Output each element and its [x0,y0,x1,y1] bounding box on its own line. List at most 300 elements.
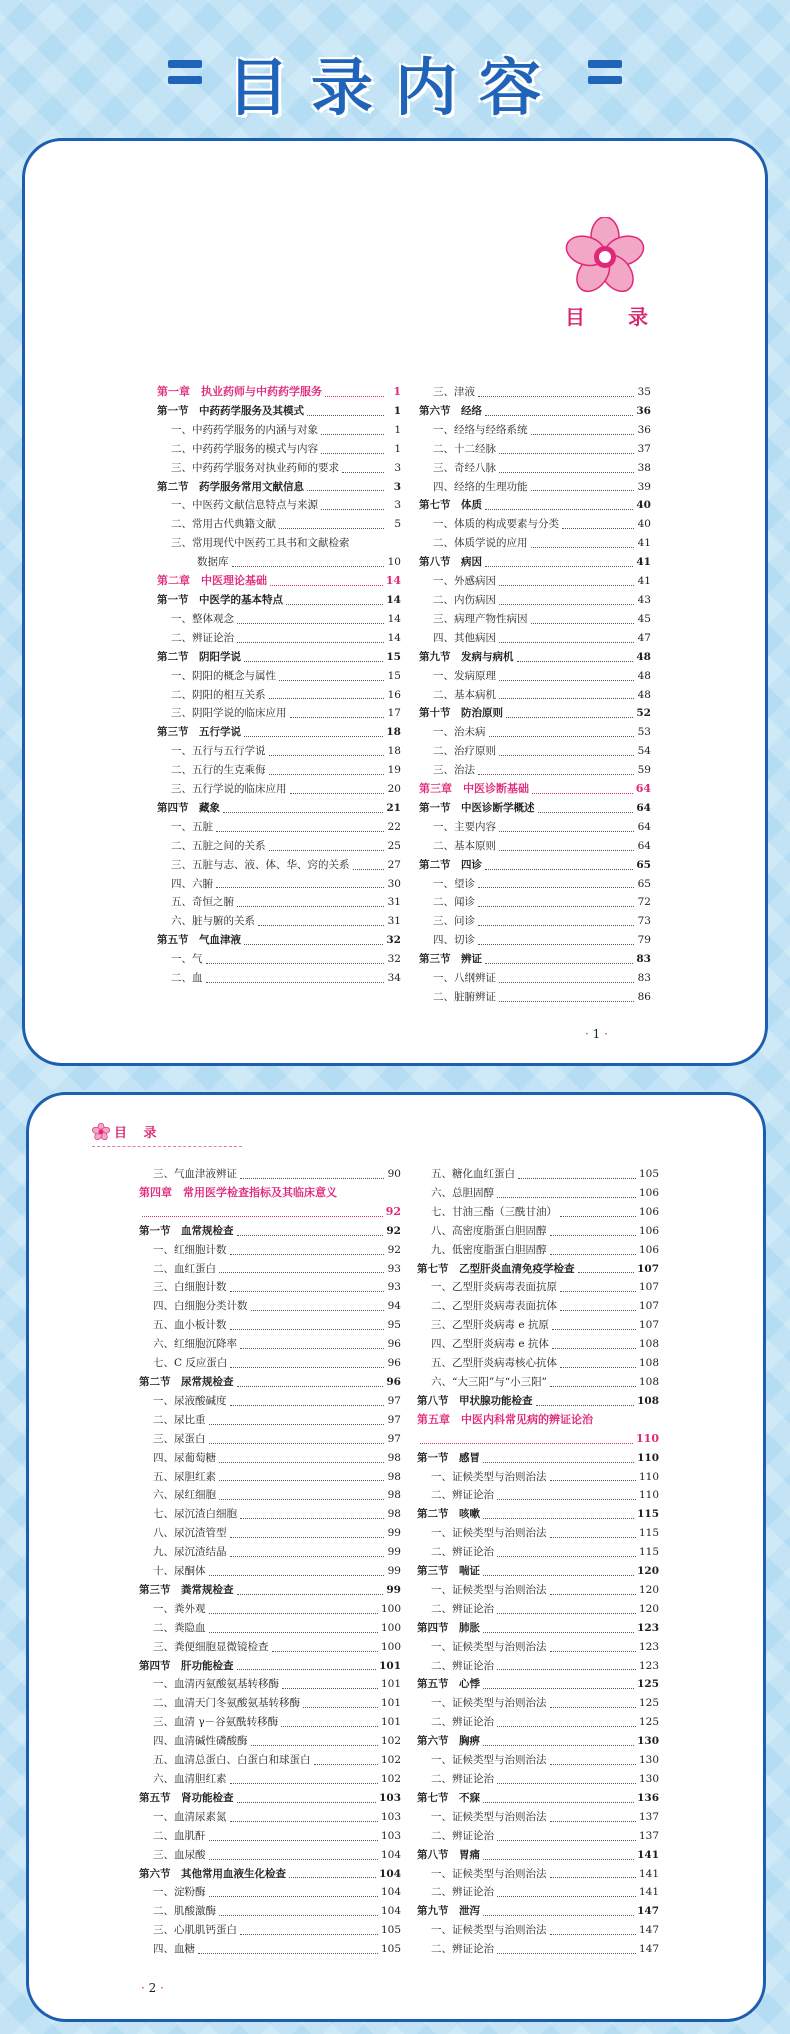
leader-dots [485,566,633,567]
toc-entry-title: 第十节 防治原则 [419,707,503,720]
toc-page-number: 3 [394,461,401,474]
toc-page-number: 92 [386,1224,401,1237]
section-entry [417,1449,659,1468]
leader-dots [560,1310,636,1311]
leader-dots [483,1518,634,1519]
leader-dots [518,1178,636,1179]
toc-entry-title: 二、内伤病因 [433,593,496,606]
toc-entry [417,1373,659,1392]
toc-entry [157,459,401,478]
leader-dots [209,1443,385,1444]
leader-dots [230,1254,385,1255]
toc-page-number: 41 [636,556,651,569]
toc-page-number: 96 [387,1338,401,1351]
toc-entry-title: 一、血清丙氨酸氨基转移酶 [153,1678,279,1691]
toc-entry-title: 第九节 发病与病机 [419,650,514,663]
toc-entry-title: 第一章 执业药师与中药药学服务 [157,385,322,398]
toc-page-number: 1 [394,442,401,455]
leader-dots [483,1745,634,1746]
toc-entry [417,1827,659,1846]
toc-page-number: 120 [637,1565,659,1578]
toc-entry [417,1335,659,1354]
toc-page-number: 110 [636,1431,659,1445]
toc-page-number: 10 [387,556,401,569]
toc-page-number: 125 [638,1697,659,1710]
section-entry [417,1789,659,1808]
toc-entry-title: 五、尿胆红素 [153,1470,216,1483]
toc-page-number: 99 [387,1546,401,1559]
leader-dots [237,1235,384,1236]
toc-page-number: 30 [387,877,401,890]
toc-entry [417,1581,659,1600]
toc-entry [417,1543,659,1562]
toc-entry [419,515,651,534]
toc-entry-title: 一、证候类型与治则治法 [431,1924,547,1937]
toc-page-number: 101 [380,1716,401,1729]
header-banner [0,0,790,132]
leader-dots [219,1462,384,1463]
leader-dots [321,453,384,454]
leader-dots [230,1783,378,1784]
leader-dots [499,831,634,832]
leader-dots [240,1934,378,1935]
toc-entry-title: 第九节 泄泻 [417,1905,480,1918]
toc-entry [417,1468,659,1487]
toc-page-number: 93 [387,1262,401,1275]
toc-entry-title: 一、乙型肝炎病毒表面抗原 [431,1281,557,1294]
toc-entry-title: 二、体质学说的应用 [433,537,528,550]
toc-page-number: 35 [637,386,651,398]
section-entry [419,402,651,421]
toc-entry-title: 一、阴阳的概念与属性 [171,669,276,682]
page-title: 目录内容 [226,51,563,124]
toc-page-number: 105 [380,1943,401,1956]
toc-entry [417,1241,659,1260]
leader-dots [552,1348,636,1349]
chapter-entry [157,383,401,402]
toc-entry-title: 九、低密度脂蛋白胆固醇 [431,1243,547,1256]
leader-dots [578,1272,635,1273]
leader-dots [230,1367,384,1368]
toc-entry-title: 二、辨证论治 [431,1943,494,1956]
toc-entry-title: 三、粪便细胞显微镜检查 [153,1640,269,1653]
leader-dots [497,1783,636,1784]
leader-dots [353,869,385,870]
toc-entry-title: 二、基本病机 [433,688,496,701]
toc-entry [139,1335,401,1354]
toc-entry-title: 二、辨证论治 [431,1886,494,1899]
section-entry [419,799,651,818]
toc-page-number: 21 [386,801,401,814]
leader-dots [230,1537,385,1538]
chapter-entry [157,572,401,591]
toc-entry [419,761,651,780]
toc-entry [419,629,651,648]
leader-dots [282,1688,378,1689]
toc-page-number: 64 [637,820,651,833]
toc-entry [157,837,401,856]
toc-entry-title: 第六节 胸痹 [417,1735,480,1748]
leader-dots [230,1821,378,1822]
toc-entry-title: 二、辨证论治 [431,1546,494,1559]
leader-dots [478,925,634,926]
toc-entry-title: 二、辨证论治 [431,1716,494,1729]
leader-dots [560,1216,636,1217]
page-number: · 1 · [585,1027,608,1041]
leader-dots [342,472,384,473]
toc-entry-title: 一、中药药学服务的内涵与对象 [171,423,318,436]
leader-dots [497,1197,636,1198]
toc-entry-title: 三、病理产物性病因 [433,612,528,625]
leader-dots [499,698,634,699]
leader-dots [269,774,385,775]
toc-entry-title: 二、治疗原则 [433,745,496,758]
running-header [92,1122,163,1141]
toc-entry [417,1657,659,1676]
toc-entry [157,856,401,875]
toc-page-number: 120 [638,1583,659,1596]
leader-dots [240,1518,384,1519]
section-entry [157,478,401,497]
toc-page-number: 64 [636,801,651,814]
toc-entry [139,1260,401,1279]
section-entry [157,931,401,950]
toc-page-number: 18 [387,745,401,758]
leader-dots [232,566,385,567]
toc-page-number: 104 [380,1886,401,1899]
leader-dots [499,850,634,851]
toc-entry-title: 第六节 其他常用血液生化检查 [139,1867,286,1880]
toc-entry-title: 一、中医药文献信息特点与来源 [171,499,318,512]
toc-page-number: 102 [380,1754,401,1767]
toc-entry-title: 二、血清天门冬氨酸氨基转移酶 [153,1697,300,1710]
toc-entry [139,1808,401,1827]
section-entry [139,1222,401,1241]
toc-page-number: 90 [387,1168,401,1180]
leader-dots [219,1499,384,1500]
toc-entry [139,1165,401,1184]
leader-dots [531,623,635,624]
toc-page-number: 86 [637,991,651,1003]
leader-dots [237,906,384,907]
leader-dots [223,812,383,813]
leader-dots [251,1310,385,1311]
toc-entry-title: 第一节 中医学的基本特点 [157,593,283,606]
toc-right-column [417,1165,659,1959]
toc-entry-title: 六、血清胆红素 [153,1773,227,1785]
section-entry [419,553,651,572]
leader-dots [550,1877,636,1878]
section-entry [139,1373,401,1392]
toc-page-number: 108 [638,1357,659,1370]
toc-entry-title: 二、基本原则 [433,839,496,852]
toc-entry-title: 三、尿蛋白 [153,1432,206,1445]
leader-dots [550,1480,636,1481]
toc-page-number: 108 [638,1338,659,1351]
leader-dots [531,490,635,491]
leader-dots [562,528,634,529]
leader-dots [483,1632,634,1633]
toc-page-number: 100 [380,1621,401,1634]
toc-entry [139,1316,401,1335]
toc-entry-continued [157,553,401,572]
toc-page-number: 106 [638,1186,659,1199]
leader-dots [478,774,634,775]
section-entry [139,1657,401,1676]
toc-entry [419,969,651,988]
toc-entry-title: 第三节 辨证 [419,953,482,966]
toc-page-number: 99 [387,1565,401,1578]
toc-page-number: 40 [637,518,651,531]
toc-entry [139,1883,401,1902]
toc-page-number: 5 [394,518,401,531]
toc-entry [139,1921,401,1940]
toc-page-number: 72 [637,896,651,909]
toc-entry-title: 一、证候类型与治则治法 [431,1640,547,1653]
section-entry [419,648,651,667]
toc-entry [157,610,401,629]
toc-entry [139,1694,401,1713]
leader-dots [499,604,634,605]
toc-entry-title: 三、治法 [433,764,475,777]
section-entry [417,1562,659,1581]
toc-page-number: 104 [380,1848,401,1861]
toc-page-number: 37 [637,442,651,455]
toc-page-number: 41 [637,537,651,550]
leader-dots [560,1291,636,1292]
toc-entry [157,875,401,894]
toc-page-number: 99 [387,1527,401,1540]
leader-dots [499,642,634,643]
toc-entry-title: 四、尿葡萄糖 [153,1451,216,1464]
toc-page-number: 15 [387,669,401,682]
toc-page-number: 102 [380,1773,401,1785]
toc-page-number: 1 [394,423,401,436]
leader-dots [550,1764,636,1765]
toc-entry-title: 二、血肌酐 [153,1829,206,1842]
section-entry [417,1505,659,1524]
toc-entry-title: 二、乙型肝炎病毒表面抗体 [431,1300,557,1313]
leader-dots [497,1613,636,1614]
toc-page-number: 31 [387,896,401,909]
running-header-rule [92,1146,242,1147]
toc-page-number: 110 [637,1451,659,1464]
leader-dots [237,1802,377,1803]
leader-dots [258,925,384,926]
toc-entry [417,1808,659,1827]
toc-page-number: 97 [387,1394,401,1407]
section-entry [417,1392,659,1411]
toc-entry [139,1732,401,1751]
leader-dots [497,1726,636,1727]
toc-entry-title: 四、经络的生理功能 [433,480,528,493]
leader-dots [552,1329,636,1330]
leader-dots [497,1669,636,1670]
leader-dots [198,1953,378,1954]
toc-entry-title: 第五章 中医内科常见病的辨证论治 [417,1412,593,1426]
toc-entry-title: 第二节 尿常规检查 [139,1375,234,1388]
leader-dots [483,1915,634,1916]
leader-dots [483,1575,634,1576]
toc-entry [157,534,401,553]
toc-entry [139,1468,401,1487]
leader-dots [497,1896,636,1897]
leader-dots [209,1896,378,1897]
toc-entry [419,572,651,591]
section-entry [157,723,401,742]
leader-dots [219,1915,378,1916]
toc-entry-title: 第二节 咳嗽 [417,1508,480,1521]
toc-entry [157,969,401,988]
toc-entry [419,875,651,894]
section-entry [417,1675,659,1694]
toc-page-number: 53 [637,726,651,739]
leader-dots [272,1651,378,1652]
toc-entry [417,1638,659,1657]
toc-left-column [157,383,401,988]
toc-entry [139,1392,401,1411]
toc-entry-title: 四、血清碱性磷酸酶 [153,1735,248,1748]
leader-dots [270,585,383,586]
toc-page-number: 83 [636,953,651,966]
toc-entry [419,383,651,402]
toc-entry-title: 第五节 心悸 [417,1678,480,1691]
toc-entry-title: 二、五脏之间的关系 [171,839,266,852]
toc-page-number: 79 [637,934,651,947]
leader-dots [420,1443,633,1444]
toc-entry [157,704,401,723]
leader-dots [307,490,384,491]
toc-page-number: 130 [638,1754,659,1767]
toc-page-number: 141 [638,1867,659,1880]
toc-page-number: 14 [385,574,401,588]
leader-dots [485,415,633,416]
toc-entry-title: 一、证候类型与治则治法 [431,1527,547,1540]
toc-entry [157,950,401,969]
toc-entry [139,1940,401,1959]
leader-dots [230,1329,385,1330]
toc-entry-title: 四、乙型肝炎病毒 e 抗体 [431,1338,549,1351]
toc-page-number: 96 [386,1375,401,1388]
toc-entry [139,1827,401,1846]
leader-dots [286,604,383,605]
section-entry [139,1865,401,1884]
toc-entry [417,1770,659,1789]
toc-page-number: 141 [638,1886,659,1899]
leader-dots [230,1405,385,1406]
toc-entry-title: 三、气血津液辨证 [153,1168,237,1180]
toc-entry-title: 第四节 肝功能检查 [139,1659,234,1672]
toc-entry-title: 三、奇经八脉 [433,461,496,474]
toc-page-number: 18 [386,726,401,739]
leader-dots [497,1499,636,1500]
leader-dots [489,736,635,737]
toc-page-number: 41 [637,575,651,588]
toc-entry [417,1921,659,1940]
toc-page-number: 14 [387,612,401,625]
toc-entry [139,1524,401,1543]
toc-entry [417,1694,659,1713]
toc-page-number: 115 [638,1527,659,1540]
toc-entry-title: 一、主要内容 [433,820,496,833]
toc-page-number: 40 [636,499,651,512]
leader-dots [209,1613,378,1614]
toc-page-number: 103 [379,1791,401,1804]
section-entry [417,1902,659,1921]
toc-entry [417,1713,659,1732]
toc-entry-title: 一、红细胞计数 [153,1243,227,1256]
toc-entry-title: 第三节 喘证 [417,1565,480,1578]
toc-entry [139,1411,401,1430]
toc-entry [139,1449,401,1468]
toc-entry-title: 三、阴阳学说的临床应用 [171,707,287,720]
leader-dots [478,906,634,907]
toc-entry [139,1638,401,1657]
toc-entry [417,1165,659,1184]
toc-page-number: 94 [387,1300,401,1313]
toc-entry [139,1600,401,1619]
toc-entry [417,1203,659,1222]
toc-entry-title: 七、甘油三酯（三酰甘油） [431,1205,557,1218]
leader-dots [499,453,634,454]
toc-page-number: 92 [387,1243,401,1256]
leader-dots [269,755,385,756]
toc-entry [419,988,651,1007]
toc-entry [417,1297,659,1316]
toc-entry-title: 三、津液 [433,386,475,398]
leader-dots [550,1821,636,1822]
leader-dots [206,963,385,964]
toc-entry-title: 四、血糖 [153,1943,195,1956]
toc-entry-title: 三、五脏与志、液、体、华、窍的关系 [171,858,350,871]
toc-entry-title: 第四节 肺胀 [417,1621,480,1634]
chapter-entry [419,780,651,799]
toc-entry [419,837,651,856]
chapter-entry [139,1184,401,1203]
toc-entry [139,1430,401,1449]
toc-entry-title: 二、阴阳的相互关系 [171,688,266,701]
toc-entry-title: 一、整体观念 [171,612,234,625]
leader-dots [209,1575,385,1576]
toc-entry [419,610,651,629]
leader-dots [550,1934,636,1935]
toc-entry-title: 四、其他病因 [433,631,496,644]
running-header-label: 目 录 [114,1126,163,1141]
toc-right-column [419,383,651,1007]
section-entry [139,1789,401,1808]
leader-dots [497,1840,636,1841]
toc-entry [419,912,651,931]
toc-entry [419,723,651,742]
toc-page-number: 19 [387,764,401,777]
toc-entry-title: 六、总胆固醇 [431,1186,494,1199]
toc-entry-title: 一、淀粉酶 [153,1886,206,1899]
toc-entry-title: 第五节 肾功能检查 [139,1791,234,1804]
toc-page-number: 48 [637,669,651,682]
toc-page-number: 108 [638,1375,659,1388]
toc-entry-title: 第二章 中医理论基础 [157,574,267,588]
toc-entry [157,440,401,459]
toc-entry [139,1770,401,1789]
leader-dots [483,1688,634,1689]
toc-entry-title: 二、尿比重 [153,1413,206,1426]
section-entry [419,856,651,875]
toc-entry [417,1751,659,1770]
toc-entry-title: 一、证候类型与治则治法 [431,1810,547,1823]
toc-entry-title: 二、十二经脉 [433,442,496,455]
leader-dots [550,1235,636,1236]
toc-entry-title: 二、辨证论治 [431,1602,494,1615]
